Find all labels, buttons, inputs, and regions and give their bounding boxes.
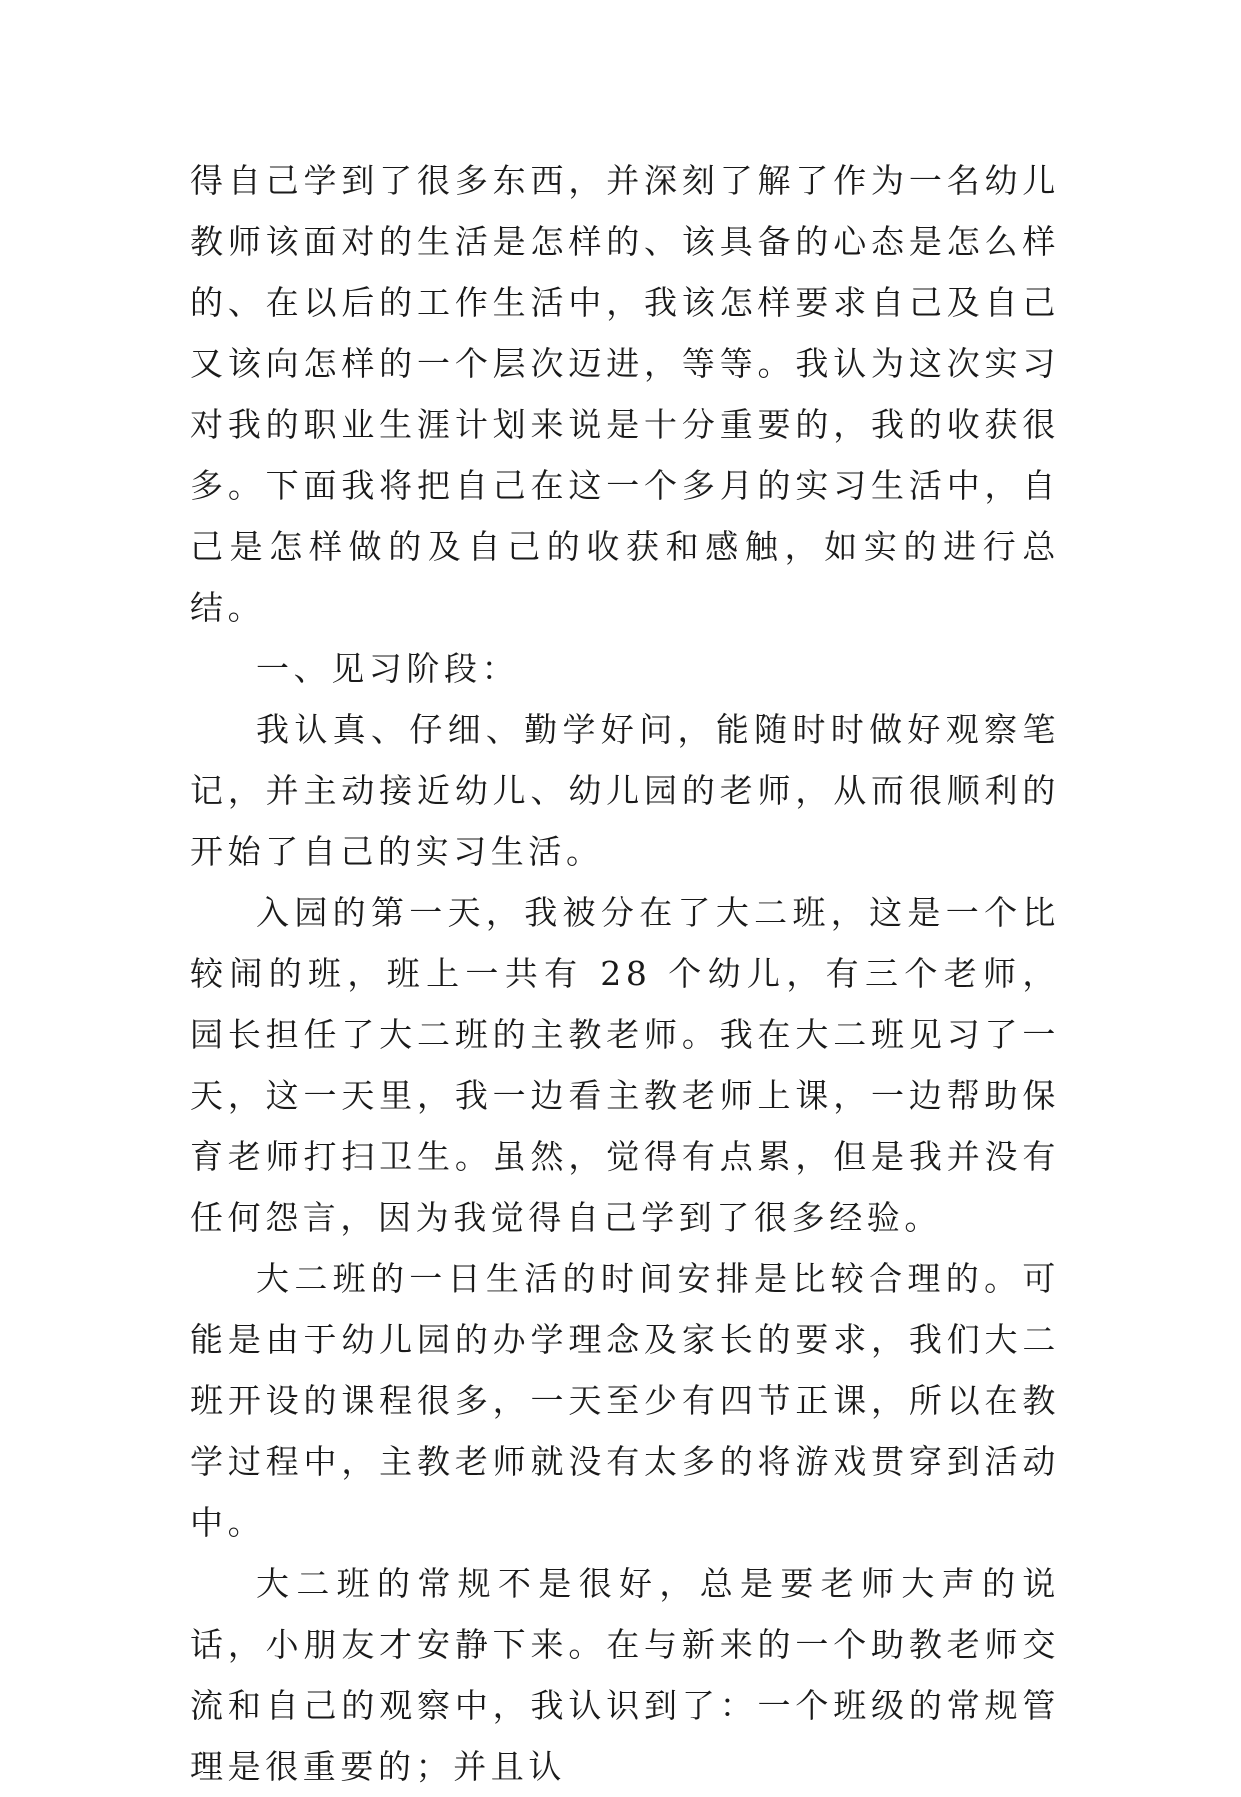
paragraph-2-heading: 一、见习阶段： — [256, 649, 520, 688]
paragraph-5: 大二班的一日生活的时间安排是比较合理的。可能是由于幼儿园的办学理念及家长的要求，我们大二班开设的课程很多，一天至少有四节正课，所以在教学过程中，主教老师就没有太多的将游戏贯穿到活动中。 — [190, 1259, 1060, 1542]
paragraph-6: 大二班的常规不是很好，总是要老师大声的说话，小朋友才安静下来。在与新来的一个助教老师交流和自己的观察中，我认识到了：一个班级的常规管理是很重要的；并且认 — [190, 1564, 1060, 1786]
paragraph-3: 我认真、仔细、勤学好问，能随时时做好观察笔记，并主动接近幼儿、幼儿园的老师，从而很顺利的开始了自己的实习生活。 — [190, 710, 1060, 871]
paragraph-1: 得自己学到了很多东西，并深刻了解了作为一名幼儿教师该面对的生活是怎样的、该具备的心态是怎么样的、在以后的工作生活中，我该怎样要求自己及自己又该向怎样的一个层次迈进，等等。我认为这次实习对我的职业生涯计划来说是十分重要的，我的收获很多。下面我将把自己在这一个多月的实习生活中，自己是怎样做的及自己的收获和感触，如实的进行总结。 — [190, 161, 1060, 627]
body-text — [190, 150, 1060, 1797]
paragraph-4: 入园的第一天，我被分在了大二班，这是一个比较闹的班，班上一共有 28 个幼儿，有三个老师，园长担任了大二班的主教老师。我在大二班见习了一天，这一天里，我一边看主教老师上课，一边帮助保育老师打扫卫生。虽然，觉得有点累，但是我并没有任何怨言，因为我觉得自己学到了很多经验。 — [190, 893, 1060, 1237]
